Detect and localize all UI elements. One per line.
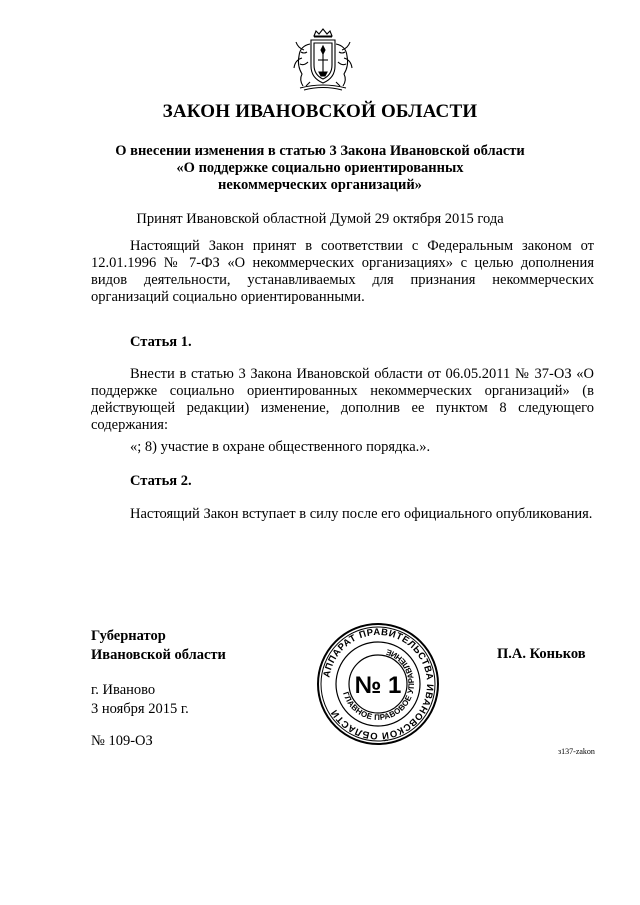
article-2-heading: Статья 2. (130, 473, 192, 489)
subtitle-line: О внесении изменения в статью 3 Закона Ивановской области (115, 143, 525, 159)
article-1-paragraph (91, 366, 594, 434)
place: г. Иваново (91, 682, 156, 698)
law-number: № 109-ОЗ (91, 733, 153, 749)
signatory-title (91, 627, 226, 665)
coat-of-arms-icon (290, 28, 356, 94)
subtitle-line: некоммерческих организаций» (218, 177, 422, 193)
preamble-paragraph (91, 238, 594, 306)
signatory-title-line: Ивановской области (91, 647, 226, 663)
adoption-line: Принят Ивановской областной Думой 29 октября 2015 года (136, 211, 504, 227)
document-title: ЗАКОН ИВАНОВСКОЙ ОБЛАСТИ (162, 101, 478, 122)
article-1-quote: «; 8) участие в охране общественного порядка.». (130, 439, 431, 455)
signatory-name: П.А. Коньков (497, 646, 586, 662)
place-and-date (91, 681, 189, 719)
document-subtitle (0, 143, 640, 194)
stamp-inner-text: ГЛАВНОЕ ПРАВОВОЕ УПРАВЛЕНИЕ (341, 647, 417, 723)
signatory-title-line: Губернатор (91, 628, 166, 644)
official-stamp (316, 622, 440, 746)
subtitle-line: «О поддержке социально ориентированных (176, 160, 464, 176)
article-2-paragraph (91, 506, 594, 523)
document-code: з137-zakon (558, 747, 595, 756)
article-2-text: Настоящий Закон вступает в силу после его официального опубликования. (130, 506, 593, 522)
article-1-heading: Статья 1. (130, 334, 192, 350)
date: 3 ноября 2015 г. (91, 701, 189, 717)
article-1-text: Внести в статью 3 Закона Ивановской области от 06.05.2011 № 37-ОЗ «О поддержке социально ориентированных некоммерческих организаций» (в действующей редакции) изменение, дополнив ее пунктом 8 следующего содержания: (91, 366, 594, 433)
stamp-center-text: № 1 (354, 672, 402, 699)
stamp-outer-text: АППАРАТ ПРАВИТЕЛЬСТВА ИВАНОВСКОЙ ОБЛАСТИ (321, 626, 436, 742)
preamble-text: Настоящий Закон принят в соответствии с Федеральным законом от 12.01.1996 № 7-ФЗ «О некоммерческих организациях» с целью дополнения видов деятельности, устанавливаемых для признания некоммерческих организаций социально ориентированными. (91, 238, 594, 305)
